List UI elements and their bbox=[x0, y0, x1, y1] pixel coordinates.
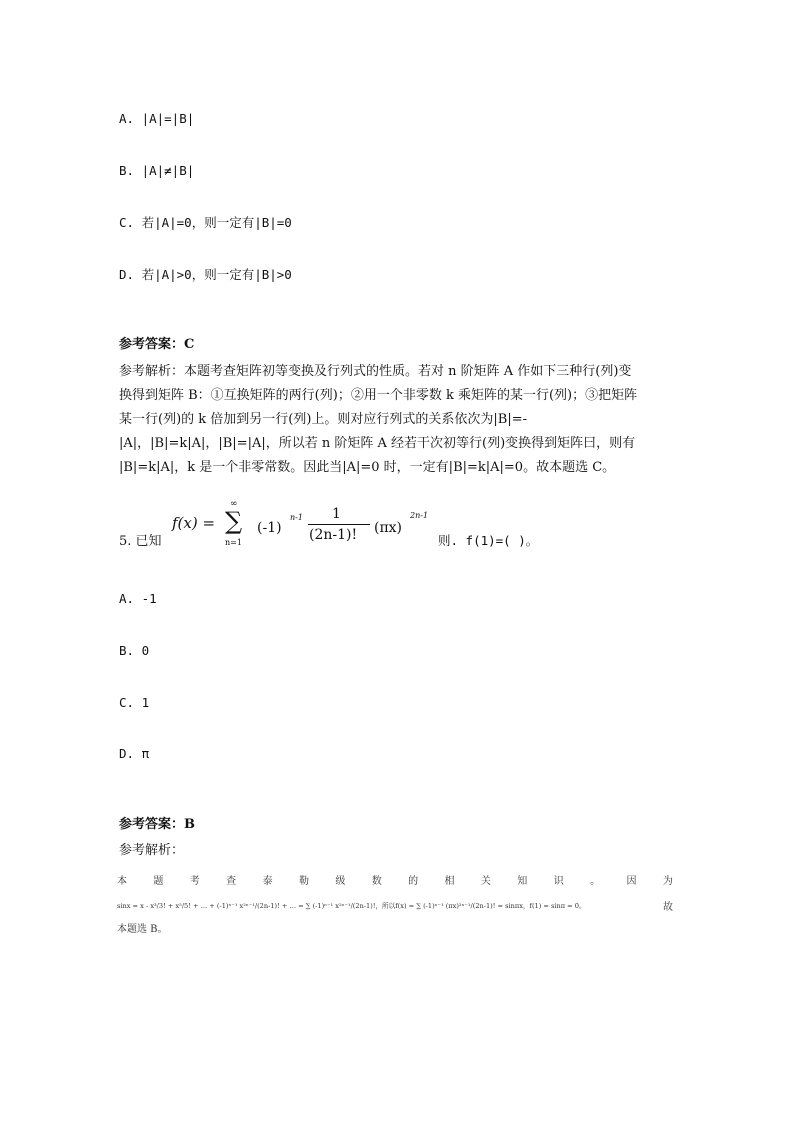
analysis-char: 因 bbox=[626, 876, 637, 887]
q4-analysis-line: |A|，|B|=k|A|，|B|=|A|，所以若 n 阶矩阵 A 经若干次初等行(列)变换得到矩阵曰，则有 bbox=[119, 436, 636, 451]
analysis-char: 泰 bbox=[262, 876, 273, 887]
analysis-formula-end: 故 bbox=[663, 901, 673, 913]
q5-option-c: C. 1 bbox=[119, 695, 150, 710]
q5-analysis-line3: 本题选 B。 bbox=[117, 924, 168, 935]
q4-analysis-line: 某一行(列)的 k 倍加到另一行(列)上。则对应行列式的关系依次为|B|=- bbox=[119, 412, 528, 427]
q5-option-a: A. -1 bbox=[119, 591, 157, 606]
analysis-char: 识 bbox=[553, 876, 564, 887]
q4-analysis-line: 参考解析：本题考查矩阵初等变换及行列式的性质。若对 n 阶矩阵 A 作如下三种行(列)变 bbox=[119, 364, 632, 379]
formula-frac-bar bbox=[308, 524, 370, 525]
q5-answer: 参考答案：B bbox=[119, 817, 195, 832]
analysis-char: 相 bbox=[444, 876, 455, 887]
q4-option-c: C. 若|A|=0，则一定有|B|=0 bbox=[119, 215, 292, 230]
analysis-formula-text: sinx = x - x³/3! + x⁵/5! + … + (-1)ⁿ⁻¹ x²ⁿ⁻¹/(2n-1)! + … = ∑ (-1)ⁿ⁻¹ x²ⁿ⁻¹/(2n-1)!，所以f(x) = ∑ (-1)ⁿ⁻¹ (πx)²ⁿ⁻¹/(2n-1)! = sinπx，f(1) = sinπ = 0。 bbox=[117, 902, 586, 910]
analysis-char: 查 bbox=[226, 876, 237, 887]
q4-option-b: B. |A|≠|B| bbox=[119, 163, 195, 178]
q4-analysis-line: 换得到矩阵 B：①互换矩阵的两行(列)；②用一个非零数 k 乘矩阵的某一行(列)；③把矩阵 bbox=[119, 388, 638, 403]
formula-frac-num: 1 bbox=[332, 506, 341, 522]
q5-option-b: B. 0 bbox=[119, 643, 150, 658]
q5-analysis-line1 bbox=[117, 872, 673, 886]
analysis-char: 勒 bbox=[298, 876, 309, 887]
formula-sum-sign: ∑ bbox=[225, 507, 243, 535]
q5-formula bbox=[170, 499, 438, 550]
analysis-char: 本 bbox=[117, 876, 127, 887]
formula-pix-exp: 2n-1 bbox=[410, 511, 429, 520]
formula-pix: (πx) bbox=[374, 520, 403, 536]
q5-suffix: 则. f(1)=( )。 bbox=[438, 533, 539, 548]
q5-analysis-label: 参考解析： bbox=[119, 843, 185, 858]
analysis-char: 。 bbox=[590, 876, 601, 887]
q4-option-d: D. 若|A|>0，则一定有|B|>0 bbox=[119, 267, 292, 282]
formula-frac-den: (2n-1)! bbox=[309, 527, 358, 543]
analysis-char: 题 bbox=[153, 876, 164, 887]
q4-analysis-line: |B|=k|A|，k 是一个非零常数。因此当|A|=0 时，一定有|B|=k|A|=0。故本题选 C。 bbox=[119, 460, 616, 475]
analysis-char: 知 bbox=[517, 876, 528, 887]
q4-answer: 参考答案：C bbox=[119, 337, 195, 352]
q4-option-a: A. |A|=|B| bbox=[119, 111, 195, 126]
formula-lhs: f(x) = bbox=[172, 514, 216, 532]
q5-prefix: 5. 已知 bbox=[119, 534, 162, 549]
q5-analysis-line2 bbox=[117, 895, 673, 915]
analysis-char: 为 bbox=[662, 876, 673, 887]
analysis-char: 数 bbox=[371, 876, 382, 887]
formula-sum-top: ∞ bbox=[230, 499, 238, 509]
analysis-char: 关 bbox=[480, 876, 491, 887]
analysis-char: 级 bbox=[335, 876, 346, 887]
q5-option-d: D. π bbox=[119, 746, 150, 761]
q4-analysis bbox=[119, 360, 674, 480]
formula-sum-bottom: n=1 bbox=[225, 538, 242, 547]
analysis-char: 考 bbox=[189, 876, 200, 887]
formula-sign-exp: n-1 bbox=[290, 513, 303, 522]
formula-sign-term: (-1) bbox=[257, 520, 282, 536]
analysis-char: 的 bbox=[408, 876, 419, 887]
